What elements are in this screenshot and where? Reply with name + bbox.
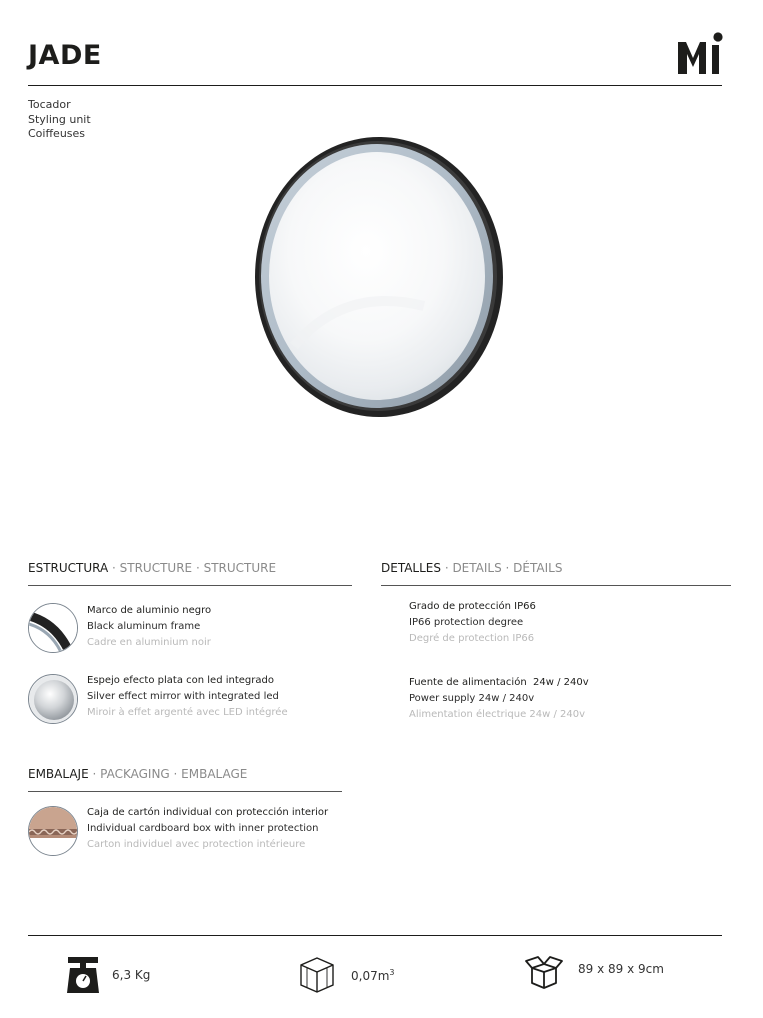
box-text-fr: Carton individuel avec protection intérieure	[87, 839, 306, 850]
volume-number: 0,07m	[351, 969, 390, 983]
details-item-ip66	[409, 599, 536, 647]
details-divider	[381, 585, 731, 586]
category-en: Styling unit	[28, 112, 91, 126]
product-title: JADE	[28, 40, 102, 71]
black-frame-swatch	[28, 603, 78, 653]
power-text-es: Fuente de alimentación 24w / 240v	[409, 677, 589, 688]
cube-icon	[299, 956, 335, 994]
power-text-en: Power supply 24w / 240v	[409, 693, 535, 704]
packaging-heading	[28, 767, 247, 781]
box-text-es: Caja de cartón individual con protección interior	[87, 807, 329, 818]
weight-value: 6,3 Kg	[112, 968, 151, 982]
frame-text-fr: Cadre en aluminium noir	[87, 637, 211, 648]
ip66-text-es: Grado de protección IP66	[409, 601, 536, 612]
details-item-power	[409, 675, 589, 723]
details-heading-alt: · DETAILS · DÉTAILS	[441, 561, 563, 575]
packaging-divider	[28, 791, 342, 792]
footer-divider	[28, 935, 722, 936]
structure-divider	[28, 585, 352, 586]
structure-item-mirror	[87, 673, 288, 721]
packaging-heading-es: EMBALAJE	[28, 767, 89, 781]
header-divider	[28, 85, 722, 86]
structure-heading	[28, 561, 276, 575]
details-heading-es: DETALLES	[381, 561, 441, 575]
dimensions-value: 89 x 89 x 9cm	[578, 962, 664, 976]
structure-heading-alt: · STRUCTURE · STRUCTURE	[108, 561, 277, 575]
round-mirror-image	[254, 136, 504, 418]
mirror-text-es: Espejo efecto plata con led integrado	[87, 675, 274, 686]
product-categories	[28, 98, 91, 142]
mirror-text-en: Silver effect mirror with integrated led	[87, 691, 279, 702]
structure-item-frame	[87, 603, 211, 651]
cardboard-swatch	[28, 806, 78, 856]
box-icon	[524, 956, 564, 990]
volume-value	[351, 966, 395, 983]
category-es: Tocador	[28, 98, 71, 111]
brand-logo	[678, 32, 724, 74]
scale-icon	[66, 956, 100, 994]
frame-text-en: Black aluminum frame	[87, 621, 201, 632]
box-text-en: Individual cardboard box with inner protection	[87, 823, 319, 834]
details-heading	[381, 561, 562, 575]
frame-text-es: Marco de aluminio negro	[87, 605, 212, 616]
ip66-text-fr: Degré de protection IP66	[409, 633, 535, 644]
volume-unit-exponent: 3	[389, 968, 395, 977]
packaging-heading-alt: · PACKAGING · EMBALAGE	[88, 767, 248, 781]
ip66-text-en: IP66 protection degree	[409, 617, 524, 628]
power-text-fr: Alimentation électrique 24w / 240v	[409, 709, 586, 720]
silver-mirror-swatch	[28, 674, 78, 724]
category-fr: Coiffeuses	[28, 127, 86, 140]
mirror-text-fr: Miroir à effet argenté avec LED intégrée	[87, 707, 288, 718]
packaging-item-box	[87, 805, 328, 853]
structure-heading-es: ESTRUCTURA	[28, 561, 109, 575]
